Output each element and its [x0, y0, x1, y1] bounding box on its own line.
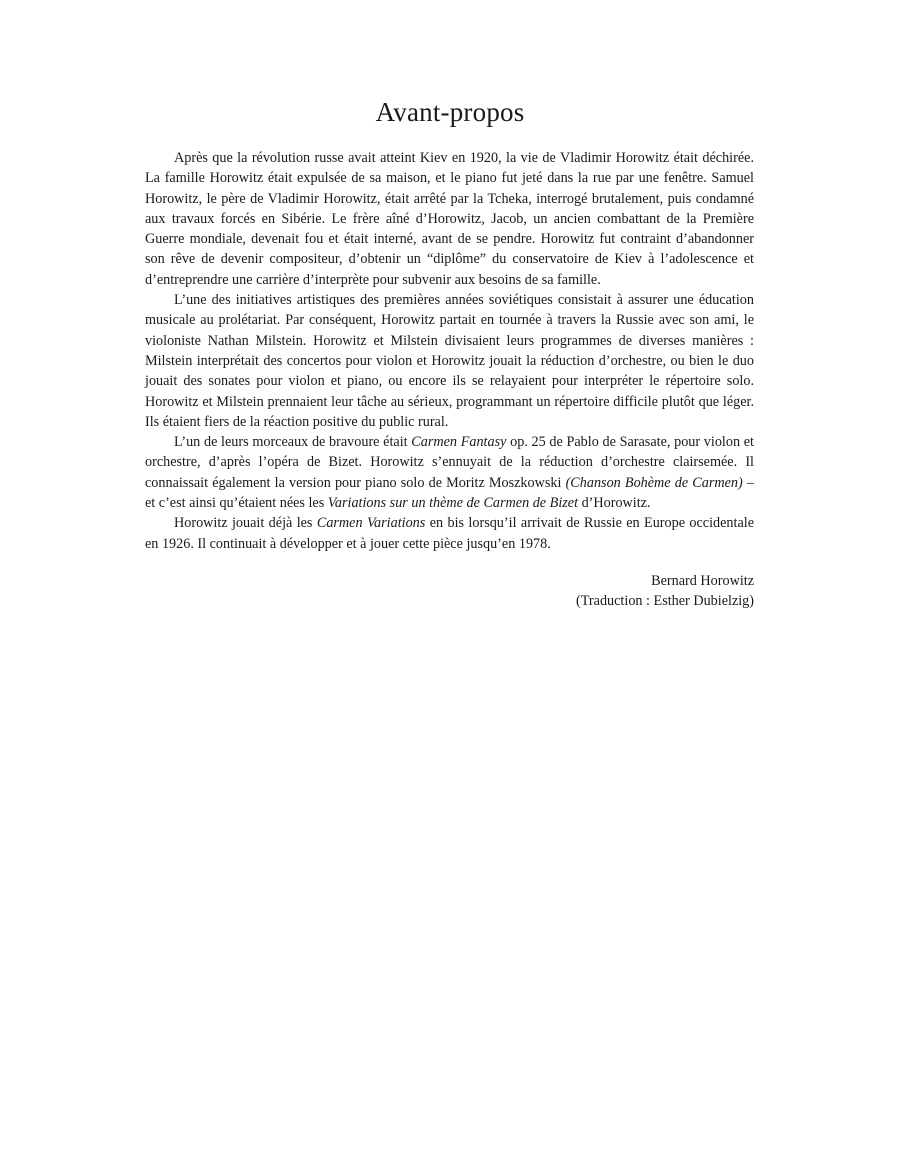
translation-credit: (Traduction : Esther Dubielzig) — [576, 593, 754, 610]
author-name: Bernard Horowitz — [651, 573, 754, 589]
paragraph-text: d’Horowitz. — [578, 495, 651, 512]
signature-block — [145, 571, 754, 612]
italic-title-text: Carmen Variations — [316, 515, 426, 532]
italic-title-text: (Chanson Bohème de Carmen) — [565, 474, 743, 491]
italic-title-text: Variations sur un thème de Carmen de Bizet — [327, 495, 579, 512]
foreword-body — [145, 148, 754, 554]
paragraph-text: – et c’est ainsi qu’étaient nées les — [145, 474, 754, 512]
paragraph — [145, 290, 754, 432]
paragraph-text: en bis lorsqu’il arrivait de Russie en Europe occidentale en 1926. Il continuait à développer et à jouer cette pièce jusqu’en 1978. — [145, 515, 754, 552]
page-title: Avant-propos — [375, 97, 525, 127]
paragraph-text: L’un de leurs morceaux de bravoure était — [174, 434, 412, 451]
paragraph — [145, 432, 754, 513]
paragraph-text: L’une des initiatives artistiques des premières années soviétiques consistait à assurer une éducation musicale au prolétariat. Par conséquent, Horowitz partait en tournée à travers la Russie avec son ami, le violoniste Nathan Milstein. Horowitz et Milstein divisaient leurs programmes de diverses manières : Milstein interprétait des concertos pour violon et Horowitz jouait la réduction d’orchestre, ou bien le duo jouait des sonates pour violon et piano, ou encore ils se relayaient pour interpréter le répertoire solo. Horowitz et Milstein prennaient leur tâche au sérieux, programmant un répertoire difficile plutôt que léger. Ils étaient fiers de la réaction positive du public rural. — [145, 292, 754, 430]
paragraph-text: Après que la révolution russe avait atteint Kiev en 1920, la vie de Vladimir Horowitz était déchirée. La famille Horowitz était expulsée de sa maison, et le piano fut jeté dans la rue par une fenêtre. Samuel Horowitz, le père de Vladimir Horowitz, était arrêté par la Tcheka, interrogé brutalement, puis condamné aux travaux forcés en Sibérie. Le frère aîné d’Horowitz, Jacob, un ancien combattant de la Première Guerre mondiale, devenait fou et était interné, avant de se pendre. Horowitz fut contraint d’abandonner son rêve de devenir compositeur, d’obtenir un “diplôme” du conservatoire de Kiev à l’adolescence et d’entreprendre une carrière d’interprète pour subvenir aux besoins de sa famille. — [145, 150, 754, 288]
italic-title-text: Carmen Fantasy — [411, 434, 507, 451]
paragraph-text: op. 25 de Pablo de Sarasate, pour violon et orchestre, d’après l’opéra de Bizet. Horowitz s’ennuyait de la réduction d’orchestre clairsemée. Il connaissait également la version pour piano solo de Moritz Moszkowski — [145, 434, 754, 491]
paragraph — [145, 148, 754, 290]
paragraph — [145, 513, 754, 554]
paragraph-text: Horowitz jouait déjà les — [174, 515, 317, 532]
